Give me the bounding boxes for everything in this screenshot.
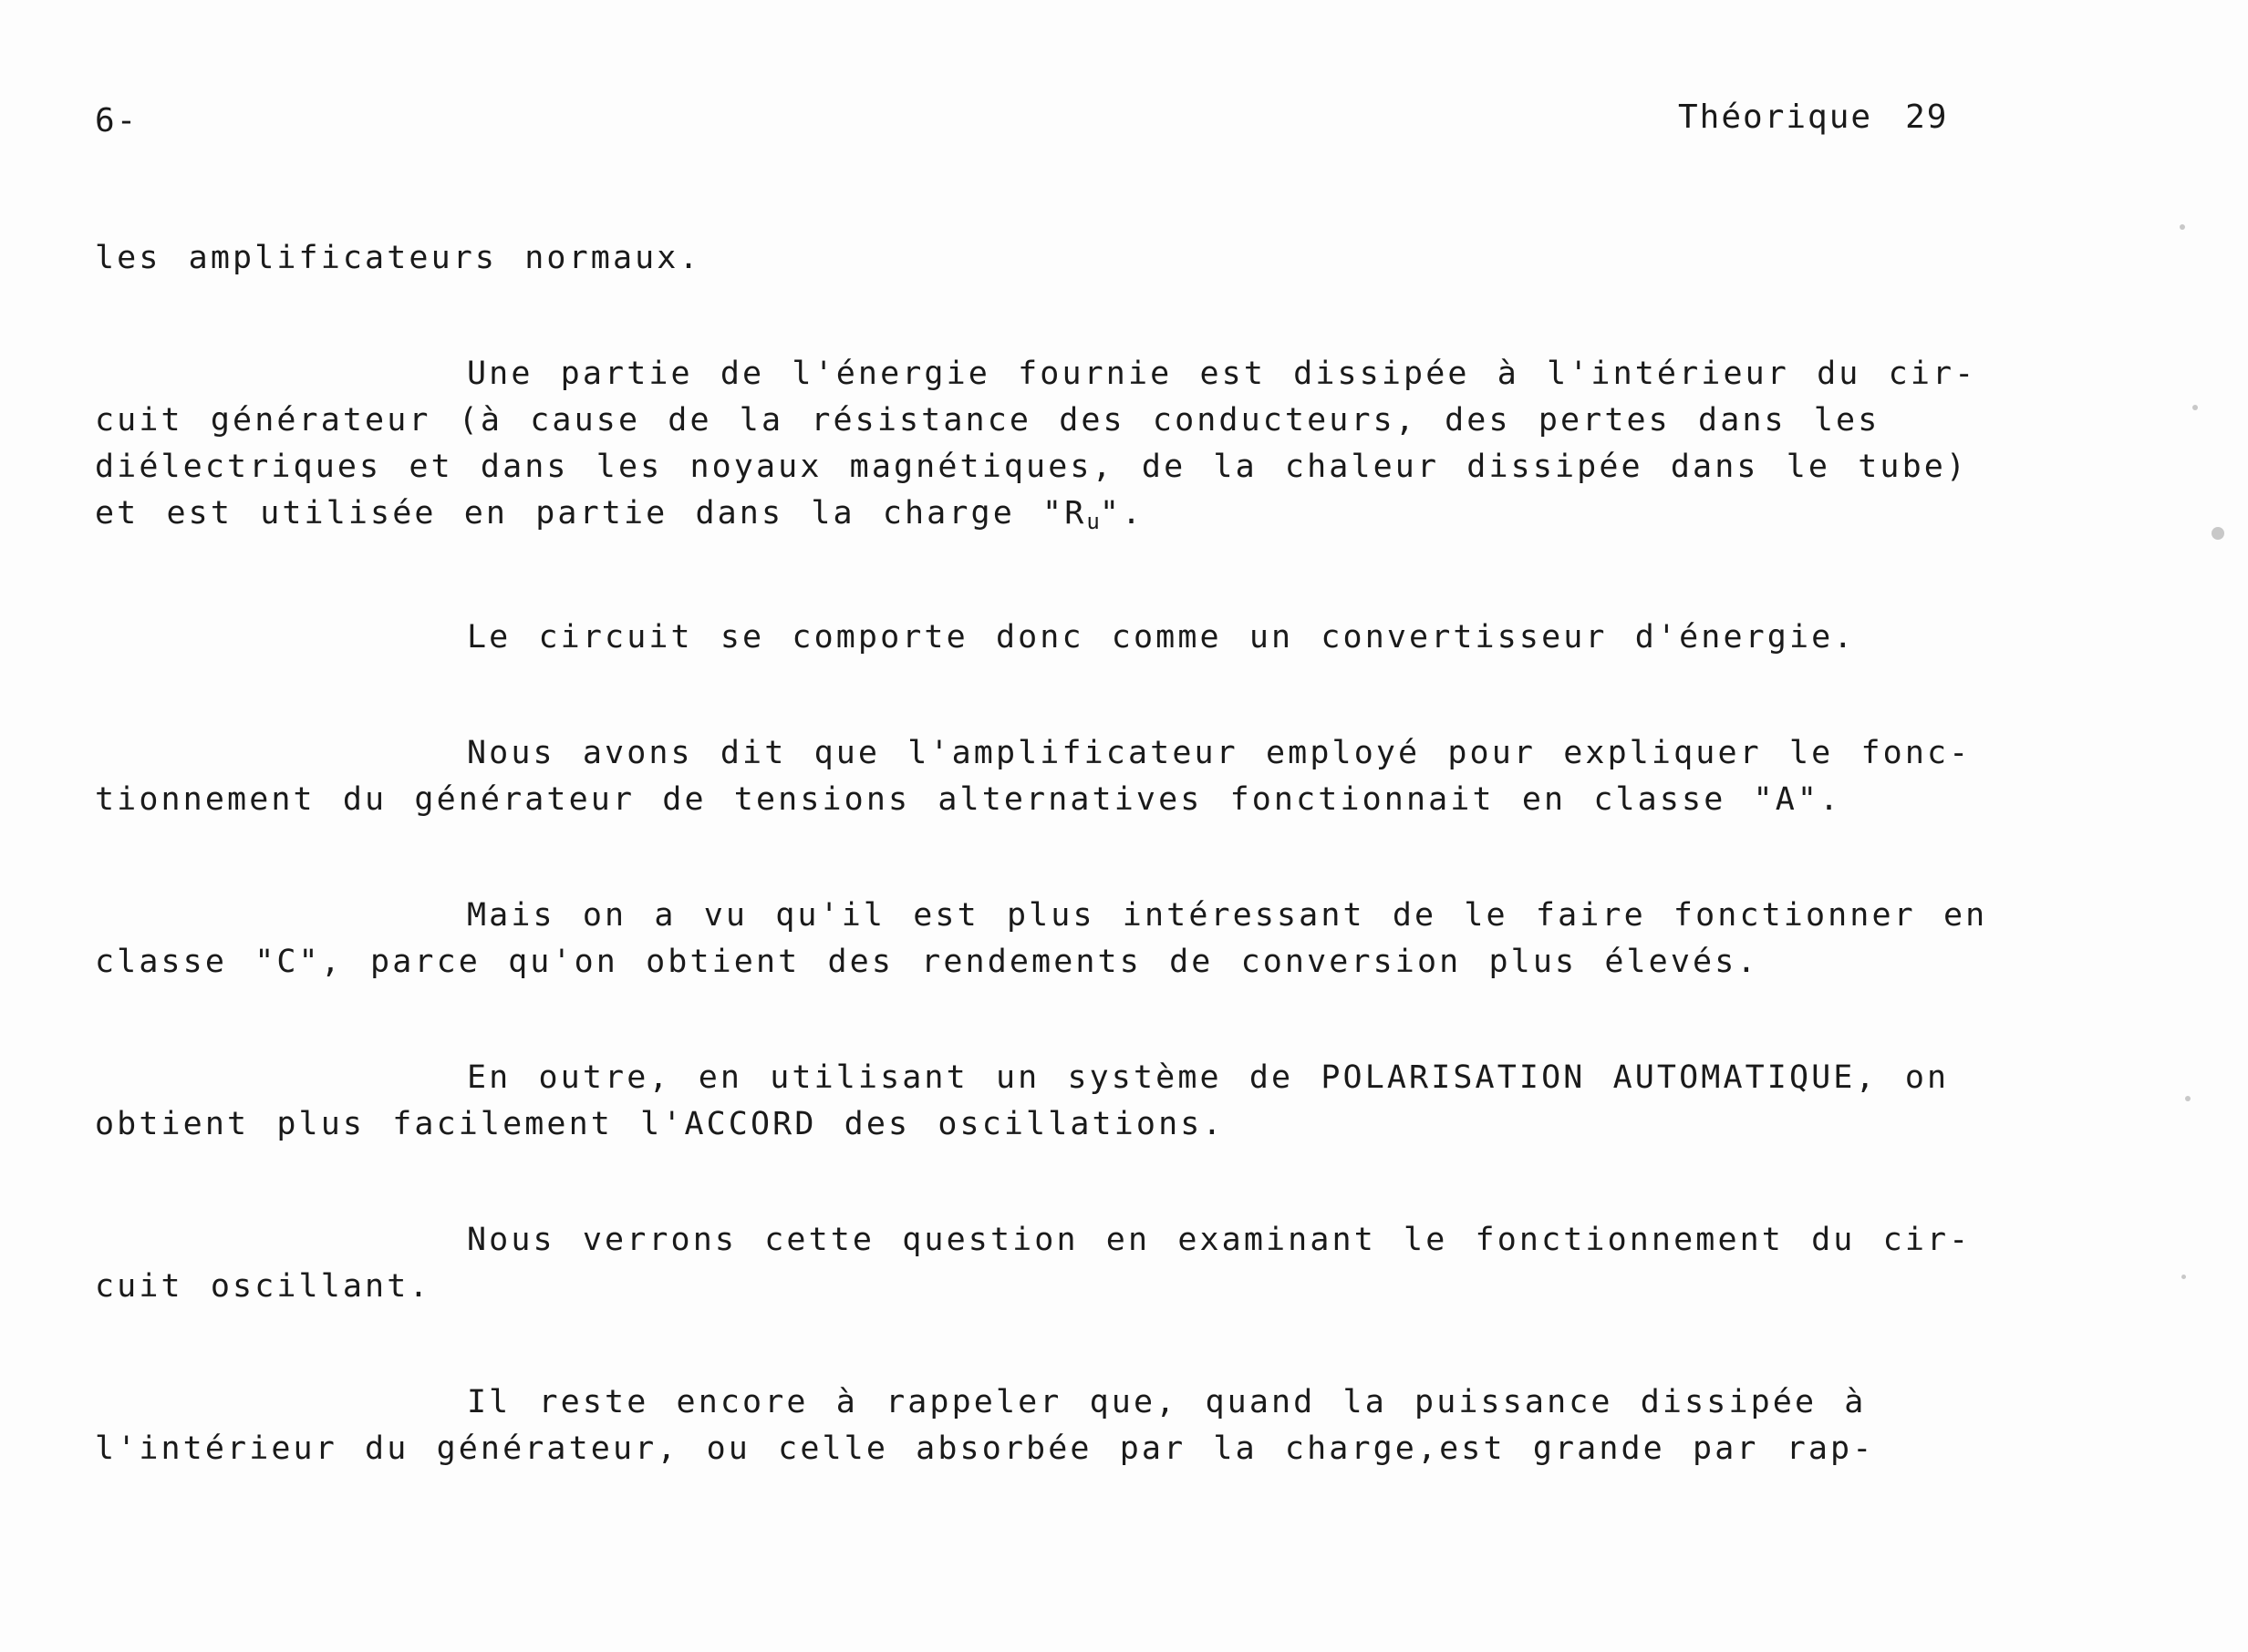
- running-header: [1678, 98, 1948, 136]
- text-line: En outre, en utilisant un système de POLARISATION AUTOMATIQUE, on: [467, 1059, 1950, 1096]
- text-line: obtient plus facilement l'ACCORD des oscillations.: [95, 1106, 1225, 1142]
- scan-speck: [2185, 1096, 2191, 1101]
- paragraph-4: [95, 730, 2010, 823]
- subscript-u: u: [1086, 509, 1100, 534]
- body-text: [95, 235, 2010, 1542]
- paragraph-1: [95, 235, 2010, 282]
- text-line: les amplificateurs normaux.: [95, 240, 701, 276]
- section-title: Théorique: [1678, 98, 1873, 136]
- paragraph-6: [95, 1055, 2010, 1148]
- text-line: cuit générateur (à cause de la résistance des conducteurs, des pertes dans les: [95, 402, 1880, 439]
- text-line: Nous verrons cette question en examinant le fonctionnement du cir-: [467, 1222, 1972, 1258]
- text-line: Il reste encore à rappeler que, quand la puissance dissipée à: [467, 1384, 1867, 1420]
- text-line: Mais on a vu qu'il est plus intéressant de le faire fonctionner en: [467, 897, 1988, 934]
- page-number: 29: [1905, 98, 1949, 136]
- paragraph-3: [95, 614, 2010, 661]
- paragraph-5: [95, 893, 2010, 986]
- text-segment: et est utilisée en partie dans la charge "R: [95, 495, 1087, 532]
- text-line: classe "C", parce qu'on obtient des rendements de conversion plus élevés.: [95, 944, 1759, 980]
- text-line: Nous avons dit que l'amplificateur employé pour expliquer le fonc-: [467, 735, 1972, 771]
- text-line: l'intérieur du générateur, ou celle absorbée par la charge,est grande par rap-: [95, 1430, 1875, 1467]
- text-line: Le circuit se comporte donc comme un convertisseur d'énergie.: [467, 619, 1856, 656]
- scan-speck: [2212, 527, 2224, 540]
- text-line: tionnement du générateur de tensions alternatives fonctionnait en classe "A".: [95, 781, 1842, 818]
- text-line: diélectriques et dans les noyaux magnétiques, de la chaleur dissipée dans le tube): [95, 449, 1969, 485]
- paragraph-2: [95, 351, 2010, 545]
- scan-speck: [2192, 405, 2198, 410]
- text-segment: ".: [1099, 495, 1145, 532]
- scan-speck: [2181, 1275, 2186, 1279]
- scan-speck: [2180, 224, 2185, 230]
- chapter-marker: 6-: [95, 102, 139, 139]
- text-line: cuit oscillant.: [95, 1268, 431, 1305]
- text-line: Une partie de l'énergie fournie est dissipée à l'intérieur du cir-: [467, 356, 1977, 392]
- text-line: [95, 490, 2010, 545]
- paragraph-7: [95, 1217, 2010, 1310]
- paragraph-8: [95, 1379, 2010, 1472]
